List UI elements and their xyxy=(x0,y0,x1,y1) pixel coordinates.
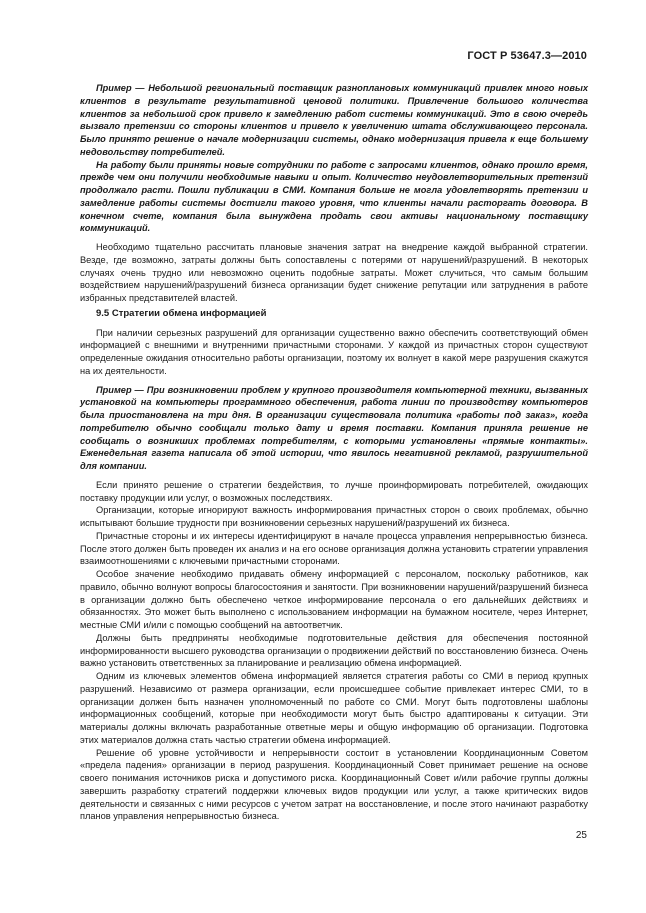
example-paragraph: Пример — Небольшой региональный поставщик разноплановых коммуникаций привлек много новых клиентов в результате результативной ценовой политики. Привлечение большого количества клиентов за небольшой срок привело к замедлению работ системы коммуникаций. Это в свою очередь вызвало претензии со стороны клиентов и привело к увеличению штата обслуживающего персонала. Было принято решение о начале модернизации системы, однако модернизация привела к еще большему недовольству потребителей. xyxy=(80,83,588,157)
page-body xyxy=(80,82,588,823)
body-paragraph: Особое значение необходимо придавать обмену информацией с персоналом, поскольку работников, как правило, обычно волнуют вопросы благосостояния и занятости. При возникновении нарушений/разрушений бизнеса в организации должно быть обеспечено четкое информирование персонала о его дальнейших действиях и обязанностях. Это может быть выполнено с использованием информации на бумажном носителе, через Интернет, местные СМИ и/или с помощью сообщений на автоответчик. xyxy=(80,569,588,630)
body-paragraph: Причастные стороны и их интересы идентифицируют в начале процесса управления непрерывностью бизнеса. После этого должен быть проведен их анализ и на его основе организация должна установить стратегии управления взаимоотношениями с ключевыми причастными сторонами. xyxy=(80,530,588,567)
example-paragraph: Пример — При возникновении проблем у крупного производителя компьютерной техники, вызванных установкой на компьютеры программного обеспечения, работа линии по производству компьютеров была приостановлена на три дня. В организации существовала политика «работы под заказ», когда потребителю обычно сообщали только дату и время поставки. Компания приняла решение не сообщать о возникших проблемах потребителям, с которыми установлены «прямые контакты». Еженедельная газета написала об этой истории, что явилось негативной рекламой, разрушительной для компании. xyxy=(80,384,588,471)
body-paragraph: Если принято решение о стратегии бездействия, то лучше проинформировать потребителей, ожидающих поставку продукции или услуг, о возможных последствиях. xyxy=(80,479,588,503)
page-number: 25 xyxy=(575,830,587,841)
body-paragraph: Организации, которые игнорируют важность информирования причастных сторон о своих проблемах, обычно испытывают большие трудности при возникновении серьезных нарушений/разрушений их бизнеса. xyxy=(80,505,588,528)
body-paragraph: Должны быть предприняты необходимые подготовительные действия для обеспечения постоянной информированности высшего руководства организации о продвижении действий по восстановлению бизнеса. Очень важно установить ответственных за планирование и реализацию обмена информацией. xyxy=(80,632,588,669)
document-standard-id: ГОСТ Р 53647.3—2010 xyxy=(467,50,587,62)
body-paragraph: Одним из ключевых элементов обмена информацией является стратегия работы со СМИ в период крупных разрушений. Независимо от размера организации, если происшедшее событие привлекает интерес СМИ, то в организации должен быть назначен уполномоченный по работе со СМИ. Могут быть подготовлены шаблоны информационных сообщений, которые при необходимости могут быть быстро адаптированы к ситуации. Эти материалы должны включать разработанные ответные меры и общую информацию об организации. Подготовка этих материалов должна стать частью стратегии обмена информацией. xyxy=(80,671,588,745)
body-paragraph: Необходимо тщательно рассчитать плановые значения затрат на внедрение каждой выбранной стратегии. Везде, где возможно, затраты должны быть сопоставлены с потерями от нарушений/разрушений. В некоторых случаях очень трудно или невозможно оценить подобные затраты. Может случиться, что самым большим воздействием нарушений/разрушений бизнеса организации будет снижение репутации или затруднения в работе избранных представителей властей. xyxy=(80,242,588,303)
section-heading: 9.5 Стратегии обмена информацией xyxy=(96,307,267,319)
body-paragraph: При наличии серьезных разрушений для организации существенно важно обеспечить соответствующий обмен информацией с внешними и внутренними причастными сторонами. У каждой из причастных сторон существуют определенные ожидания относительно работы организации, поэтому их волнует в какой мере разрушения скажутся на их деятельности. xyxy=(80,327,588,376)
example-paragraph-continued: На работу были приняты новые сотрудники по работе с запросами клиентов, однако прошло время, прежде чем они получили необходимые навыки и опыт. Количество неудовлетворительных претензий продолжало расти. Пошли публикации в СМИ. Компания больше не могла удовлетворять претензии и замедление работы системы достигли такого уровня, что клиенты начали расторгать договора. В конечном счете, компания была вынуждена продать свои активы национальному поставщику коммуникаций. xyxy=(80,159,588,234)
body-paragraph: Решение об уровне устойчивости и непрерывности состоит в установлении Координационным Советом «предела падения» организации в период разрушения. Координационный Совет принимает решение на основе своего понимания источников риска и допустимого риска. Координационный Совет и/или рабочие группы должны завершить разработку стратегий поддержки ключевых видов продукции или услуг, а также критических видов деятельности и связанных с ними ресурсов с учетом затрат на восстановление, и после этого начинают разработку планов управления непрерывностью бизнеса. xyxy=(80,747,588,822)
